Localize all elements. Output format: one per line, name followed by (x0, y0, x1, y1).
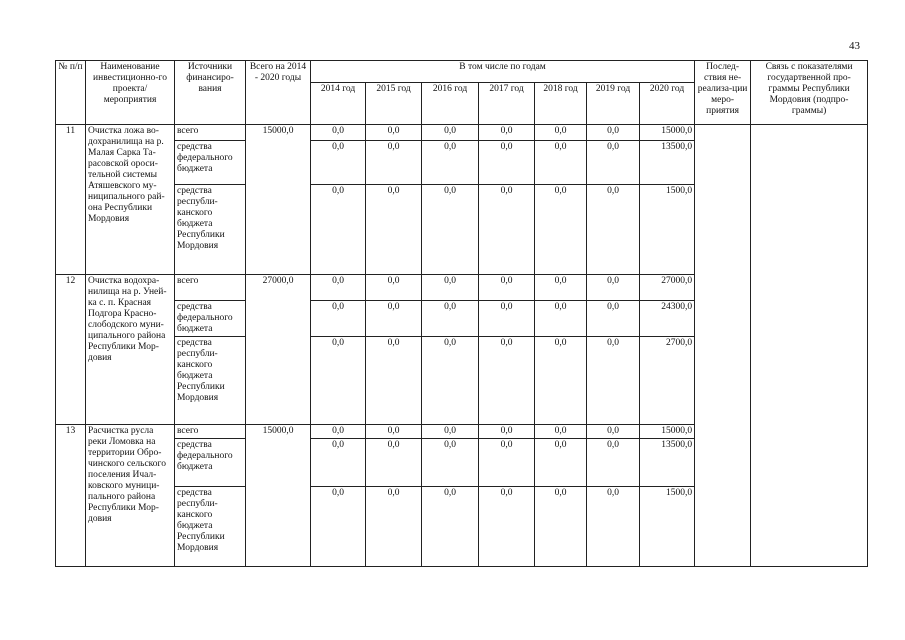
investment-table (55, 60, 868, 567)
header-link: Связь с показателями государтвенной про-граммы Республики Мордовия (подпро-граммы) (751, 61, 868, 125)
project-total: 15000,0 (246, 425, 311, 567)
table-header (56, 61, 868, 125)
year-value: 0,0 (422, 487, 479, 567)
header-year: 2019 год (587, 83, 640, 125)
page-number: 43 (849, 40, 860, 52)
header-name: Наименование инвестиционно-го проекта/ мероприятия (86, 61, 175, 125)
year-value: 0,0 (535, 487, 587, 567)
funding-source: всего (175, 125, 246, 141)
year-value: 0,0 (422, 125, 479, 141)
year-value: 0,0 (366, 301, 422, 337)
project-number: 11 (56, 125, 86, 275)
year-value: 0,0 (479, 125, 535, 141)
year-value: 0,0 (422, 337, 479, 425)
project-number: 12 (56, 275, 86, 425)
year-value: 0,0 (587, 125, 640, 141)
year-value: 0,0 (479, 337, 535, 425)
year-value: 0,0 (479, 185, 535, 275)
project-total: 27000,0 (246, 275, 311, 425)
header-effects: Послед-ствия не-реализа-ции меро-приятия (695, 61, 751, 125)
year-value: 0,0 (311, 141, 366, 185)
year-value: 0,0 (535, 125, 587, 141)
year-value: 13500,0 (640, 141, 695, 185)
year-value: 0,0 (366, 141, 422, 185)
year-value: 0,0 (422, 425, 479, 439)
year-value: 2700,0 (640, 337, 695, 425)
header-total: Всего на 2014 - 2020 годы (246, 61, 311, 125)
year-value: 0,0 (366, 439, 422, 487)
project-name: Очистка ложа во-дохранилища на р. Малая Сарка Та-расовской ороси-тельной системы Атяшевского му-ниципального рай-она Республики Мордовия (86, 125, 175, 275)
year-value: 0,0 (311, 125, 366, 141)
year-value: 0,0 (311, 185, 366, 275)
year-value: 27000,0 (640, 275, 695, 301)
year-value: 0,0 (311, 337, 366, 425)
funding-source: средства республи-канского бюджета Республики Мордовия (175, 337, 246, 425)
year-value: 0,0 (422, 439, 479, 487)
year-value: 0,0 (366, 425, 422, 439)
year-value: 1500,0 (640, 487, 695, 567)
header-year: 2015 год (366, 83, 422, 125)
year-value: 0,0 (479, 487, 535, 567)
table-body (56, 125, 868, 567)
year-value: 0,0 (479, 301, 535, 337)
funding-source: средства федерального бюджета (175, 301, 246, 337)
project-name: Расчистка русла реки Ломовка на территории Обро-чинского сельского поселения Ичал-ковского муници-пального района Республики Мор-довия (86, 425, 175, 567)
table-row (56, 125, 868, 141)
year-value: 15000,0 (640, 125, 695, 141)
year-value: 0,0 (587, 301, 640, 337)
year-value: 0,0 (422, 185, 479, 275)
year-value: 0,0 (535, 337, 587, 425)
project-name: Очистка водохра-нилища на р. Уней-ка с. п. Красная Подгора Красно-слободского муни-ципального района Республики Мор-довия (86, 275, 175, 425)
year-value: 0,0 (422, 275, 479, 301)
project-total: 15000,0 (246, 125, 311, 275)
year-value: 0,0 (311, 275, 366, 301)
year-value: 0,0 (535, 185, 587, 275)
year-value: 0,0 (535, 301, 587, 337)
project-number: 13 (56, 425, 86, 567)
header-year: 2018 год (535, 83, 587, 125)
year-value: 0,0 (422, 301, 479, 337)
year-value: 0,0 (587, 425, 640, 439)
link-cell (751, 125, 868, 567)
year-value: 0,0 (535, 275, 587, 301)
header-year: 2020 год (640, 83, 695, 125)
header-year: 2014 год (311, 83, 366, 125)
year-value: 0,0 (587, 337, 640, 425)
year-value: 0,0 (311, 487, 366, 567)
funding-source: средства республи-канского бюджета Республики Мордовия (175, 185, 246, 275)
effects-cell (695, 125, 751, 567)
year-value: 0,0 (311, 301, 366, 337)
year-value: 0,0 (479, 275, 535, 301)
year-value: 0,0 (479, 141, 535, 185)
year-value: 0,0 (587, 275, 640, 301)
header-no: № п/п (56, 61, 86, 125)
year-value: 0,0 (479, 439, 535, 487)
year-value: 0,0 (587, 487, 640, 567)
funding-source: всего (175, 275, 246, 301)
header-source: Источники финансиро-вания (175, 61, 246, 125)
year-value: 0,0 (422, 141, 479, 185)
year-value: 0,0 (311, 439, 366, 487)
year-value: 0,0 (587, 141, 640, 185)
year-value: 0,0 (311, 425, 366, 439)
year-value: 13500,0 (640, 439, 695, 487)
header-year: 2017 год (479, 83, 535, 125)
funding-source: средства федерального бюджета (175, 439, 246, 487)
year-value: 0,0 (535, 439, 587, 487)
year-value: 15000,0 (640, 425, 695, 439)
year-value: 0,0 (535, 141, 587, 185)
header-by-years: В том числе по годам (311, 61, 695, 83)
year-value: 0,0 (535, 425, 587, 439)
year-value: 0,0 (479, 425, 535, 439)
year-value: 0,0 (366, 337, 422, 425)
year-value: 24300,0 (640, 301, 695, 337)
year-value: 0,0 (587, 185, 640, 275)
header-year: 2016 год (422, 83, 479, 125)
year-value: 0,0 (587, 439, 640, 487)
year-value: 0,0 (366, 275, 422, 301)
year-value: 0,0 (366, 487, 422, 567)
funding-source: средства федерального бюджета (175, 141, 246, 185)
year-value: 0,0 (366, 125, 422, 141)
year-value: 0,0 (366, 185, 422, 275)
funding-source: всего (175, 425, 246, 439)
year-value: 1500,0 (640, 185, 695, 275)
funding-source: средства республи-канского бюджета Республики Мордовия (175, 487, 246, 567)
